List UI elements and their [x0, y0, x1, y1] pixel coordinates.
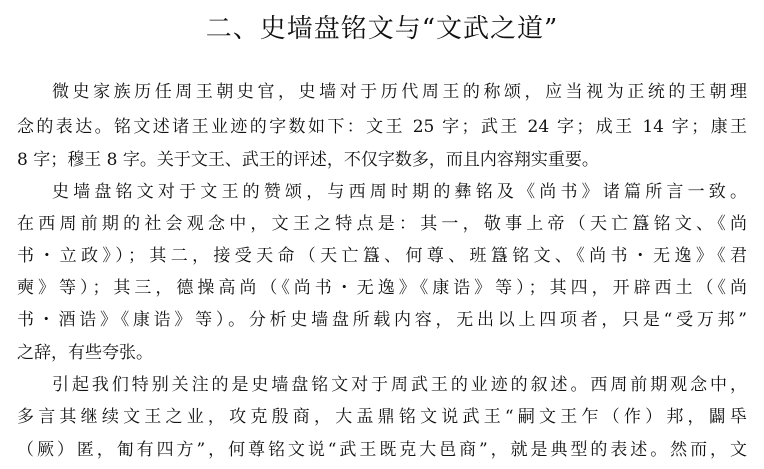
paragraph-3-line-1: 引起我们特别关注的是史墙盘铭文对于周武王的业迹的叙述。西周前期观念中，	[52, 375, 747, 395]
paragraph-1-line-2: 念的表达。铭文述诸王业迹的字数如下：文王 25 字；武王 24 字；成王 14 字；康王	[17, 117, 747, 137]
paragraph-2-line-2: 在西周前期的社会观念中，文王之特点是：其一，敬事上帝（天亡簋铭文、《尚	[17, 214, 747, 234]
paragraph-2-line-5: 书・酒诰》《康诰》等）。分析史墙盘所载内容，无出以上四项者，只是“受万邦”	[17, 310, 747, 330]
paragraph-1-line-1: 微史家族历任周王朝史官，史墙对于历代周王的称颂，应当视为正统的王朝理	[52, 82, 747, 102]
paragraph-2-line-4: 奭》等）；其三，德操高尚（《尚书・无逸》《康诰》等）；其四，开辟西土（《尚	[17, 278, 747, 298]
paragraph-3-line-2: 多言其继续文王之业，攻克殷商，大盂鼎铭文说武王“嗣文王乍（作）邦，闢氒	[17, 407, 747, 427]
paragraph-3-line-3: （厥）匿，匍有四方”，何尊铭文说“武王既克大邑商”，就是典型的表述。然而，文	[17, 440, 747, 460]
paragraph-2-line-1: 史墙盘铭文对于文王的赞颂，与西周时期的彝铭及《尚书》诸篇所言一致。	[52, 182, 747, 202]
paragraph-1-line-3: 8 字；穆王 8 字。关于文王、武王的评述，不仅字数多，而且内容翔实重要。	[17, 150, 599, 170]
paragraph-2-line-6: 之辞，有些夸张。	[17, 343, 153, 363]
paragraph-2-line-3: 书・立政》）；其二，接受天命（天亡簋、何尊、班簋铭文、《尚书・无逸》《君	[17, 246, 747, 266]
section-title: 二、史墙盘铭文与“文武之道”	[205, 14, 559, 44]
